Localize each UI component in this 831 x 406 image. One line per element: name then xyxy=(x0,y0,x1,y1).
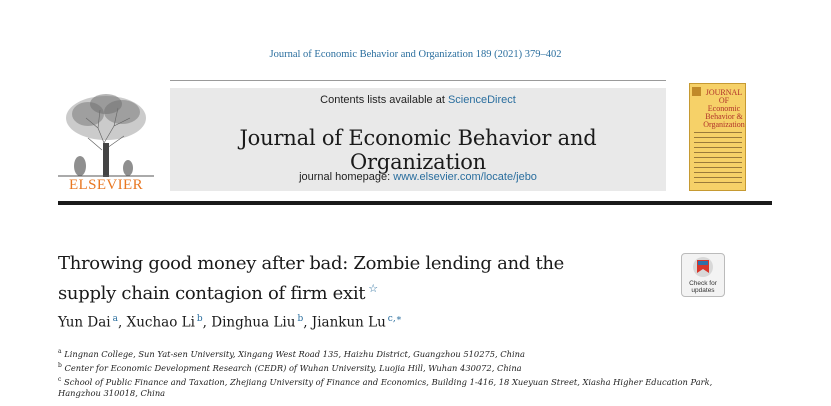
journal-banner xyxy=(170,88,666,191)
affiliation-list xyxy=(58,346,718,399)
journal-cover-image[interactable] xyxy=(689,83,746,191)
affiliation-item xyxy=(58,374,718,400)
cover-title-line: JOURNAL OF xyxy=(705,88,743,105)
cover-title-line: Economic xyxy=(707,104,741,113)
check-updates-label xyxy=(682,280,724,294)
article-title-line xyxy=(58,276,658,306)
author-affiliation-mark[interactable]: a xyxy=(112,314,118,324)
check-updates-line1: Check for xyxy=(689,280,717,287)
author-affiliation-mark[interactable]: b xyxy=(196,314,203,324)
check-updates-line2: updates xyxy=(691,287,715,294)
elsevier-wordmark: ELSEVIER xyxy=(68,177,144,193)
check-for-updates-button[interactable] xyxy=(681,253,725,297)
cover-publisher-icon xyxy=(692,87,701,96)
journal-homepage-link[interactable]: www.elsevier.com/locate/jebo xyxy=(393,171,537,183)
affiliation-text: Lingnan College, Sun Yat-sen University, Xingang West Road 135, Haizhu District, Guangzhou 510275, China xyxy=(64,348,525,359)
author-name[interactable]: Dinghua Liu xyxy=(211,314,296,331)
contents-line xyxy=(170,94,666,106)
header-divider xyxy=(58,201,772,205)
affiliation-text: Center for Economic Development Research (CEDR) of Wuhan University, Luojia Hill, Wuhan 430072, China xyxy=(64,362,522,373)
author-separator: , xyxy=(303,314,312,331)
author-separator: , xyxy=(202,314,212,331)
crossmark-icon xyxy=(682,254,724,280)
title-footnote-star-icon[interactable]: ☆ xyxy=(368,282,378,295)
affiliation-mark: a xyxy=(58,348,62,355)
cover-title-line: Behavior & xyxy=(705,112,743,121)
banner-top-rule xyxy=(170,80,666,81)
affiliation-item xyxy=(58,346,718,360)
author-name[interactable]: Xuchao Li xyxy=(126,314,195,331)
journal-title[interactable]: Journal of Economic Behavior and Organization xyxy=(239,126,597,174)
affiliation-mark: b xyxy=(58,361,62,369)
author-separator: , xyxy=(117,314,127,331)
cover-title xyxy=(702,89,746,129)
affiliation-text: School of Public Finance and Taxation, Zhejiang University of Finance and Economics, Building 1-416, 18 Xueyuan Street, Xiasha Higher Education Park, Hangzhou 310018, China xyxy=(58,376,713,399)
author-affiliation-mark[interactable]: c,∗ xyxy=(387,314,402,324)
author-name[interactable]: Yun Dai xyxy=(58,314,111,331)
affiliation-mark: c xyxy=(58,375,62,383)
author-list xyxy=(58,314,402,331)
sciencedirect-link[interactable]: ScienceDirect xyxy=(447,94,516,106)
cover-contents-lines xyxy=(694,132,742,187)
author-name[interactable]: Jiankun Lu xyxy=(311,314,386,331)
journal-citation[interactable]: Journal of Economic Behavior and Organization 189 (2021) 379–402 xyxy=(269,49,562,60)
article-title xyxy=(58,251,658,306)
affiliation-item xyxy=(58,360,718,374)
homepage-prefix: journal homepage: xyxy=(299,171,394,183)
author-affiliation-mark[interactable]: b xyxy=(297,314,304,324)
article-title-line2-text: supply chain contagion of firm exit xyxy=(58,283,366,304)
contents-prefix: Contents lists available at xyxy=(320,94,448,106)
cover-title-line: Organization xyxy=(703,120,745,129)
article-title-line: Throwing good money after bad: Zombie lending and the xyxy=(58,253,565,274)
homepage-line xyxy=(170,171,666,183)
